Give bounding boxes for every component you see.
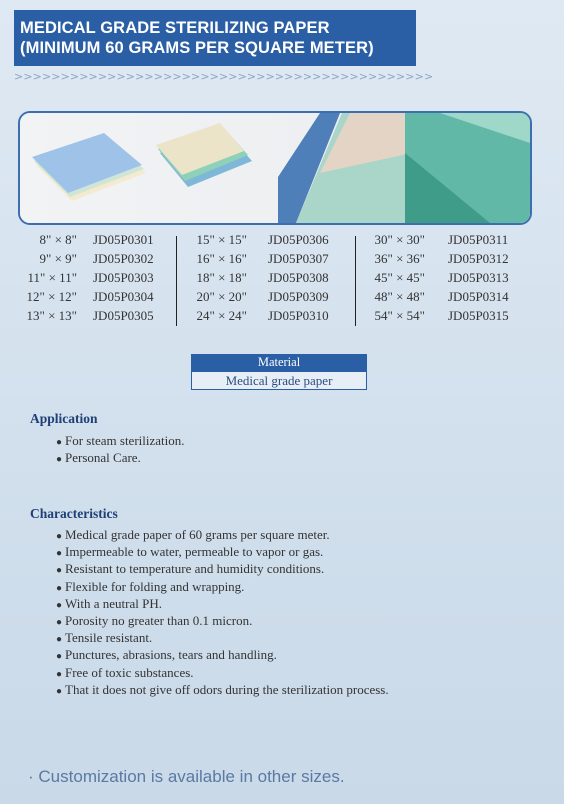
list-item: ● Impermeable to water, permeable to vapor or gas. [56,544,389,561]
size-cell: 12" × 12" [26,289,77,304]
bullet-icon: ● [56,599,63,611]
column-divider [355,236,356,326]
list-item: ● Punctures, abrasions, tears and handling. [56,647,389,664]
code-cell: JD05P0306 [268,232,329,247]
list-item: ● That it does not give off odors during the sterilization process. [56,682,389,699]
code-cell: JD05P0308 [268,270,329,285]
product-photo [18,111,532,225]
size-cell: 16" × 16" [196,251,247,266]
bullet-icon: ● [56,582,63,594]
list-item: ● For steam sterilization. [56,433,185,450]
size-cell: 13" × 13" [26,308,77,323]
code-cell: JD05P0307 [268,251,329,266]
application-list [56,433,185,467]
code-cell: JD05P0315 [448,308,509,323]
size-cell: 15" × 15" [196,232,247,247]
title-banner [14,10,416,66]
sterilizing-paper-image [20,113,530,223]
size-cell: 45" × 45" [374,270,425,285]
code-cell: JD05P0302 [93,251,154,266]
list-item: ● Free of toxic substances. [56,665,389,682]
bullet-icon: ● [56,617,63,629]
size-cell: 20" × 20" [196,289,247,304]
bullet-icon: ● [56,651,63,663]
code-cell: JD05P0303 [93,270,154,285]
column-divider [176,236,177,326]
size-cell: 18" × 18" [196,270,247,285]
bullet-icon: ● [56,437,63,448]
code-cell: JD05P0314 [448,289,509,304]
list-item: ● Flexible for folding and wrapping. [56,579,389,596]
size-cell: 8" × 8" [39,232,77,247]
list-item: ● Resistant to temperature and humidity conditions. [56,561,389,578]
code-cell: JD05P0313 [448,270,509,285]
characteristics-title: Characteristics [30,506,118,521]
customization-note [28,767,345,787]
list-item: ● Tensile resistant. [56,630,389,647]
bullet-icon: ● [56,668,63,680]
footer-bullet-icon: · [28,767,34,786]
list-item: ● Porosity no greater than 0.1 micron. [56,613,389,630]
list-item: ● Personal Care. [56,450,185,467]
list-item: ● With a neutral PH. [56,596,389,613]
title-line-2: (MINIMUM 60 GRAMS PER SQUARE METER) [20,39,374,57]
title-line-1: MEDICAL GRADE STERILIZING PAPER [20,19,330,37]
size-cell: 24" × 24" [196,308,247,323]
bullet-icon: ● [56,531,63,542]
material-value: Medical grade paper [191,371,367,390]
list-item: ● Medical grade paper of 60 grams per square meter. [56,527,389,544]
size-cell: 36" × 36" [374,251,425,266]
application-title: Application [30,411,98,426]
size-cell: 9" × 9" [39,251,77,266]
code-cell: JD05P0304 [93,289,154,304]
code-cell: JD05P0309 [268,289,329,304]
characteristics-list [56,527,389,699]
decorative-arrows: >>>>>>>>>>>>>>>>>>>>>>>>>>>>>>>>>>>>>>>>>>>>> [14,70,434,83]
size-cell: 30" × 30" [374,232,425,247]
size-cell: 48" × 48" [374,289,425,304]
customization-text: Customization is available in other sizes. [38,767,345,786]
bullet-icon: ● [56,548,63,560]
bullet-icon: ● [56,685,63,697]
code-cell: JD05P0311 [448,232,509,247]
code-cell: JD05P0312 [448,251,509,266]
code-cell: JD05P0305 [93,308,154,323]
bullet-icon: ● [56,454,63,466]
bullet-icon: ● [56,565,63,577]
size-cell: 54" × 54" [374,308,425,323]
code-cell: JD05P0301 [93,232,154,247]
bullet-icon: ● [56,634,63,646]
size-cell: 11" × 11" [27,270,77,285]
material-header: Material [191,354,367,371]
code-cell: JD05P0310 [268,308,329,323]
